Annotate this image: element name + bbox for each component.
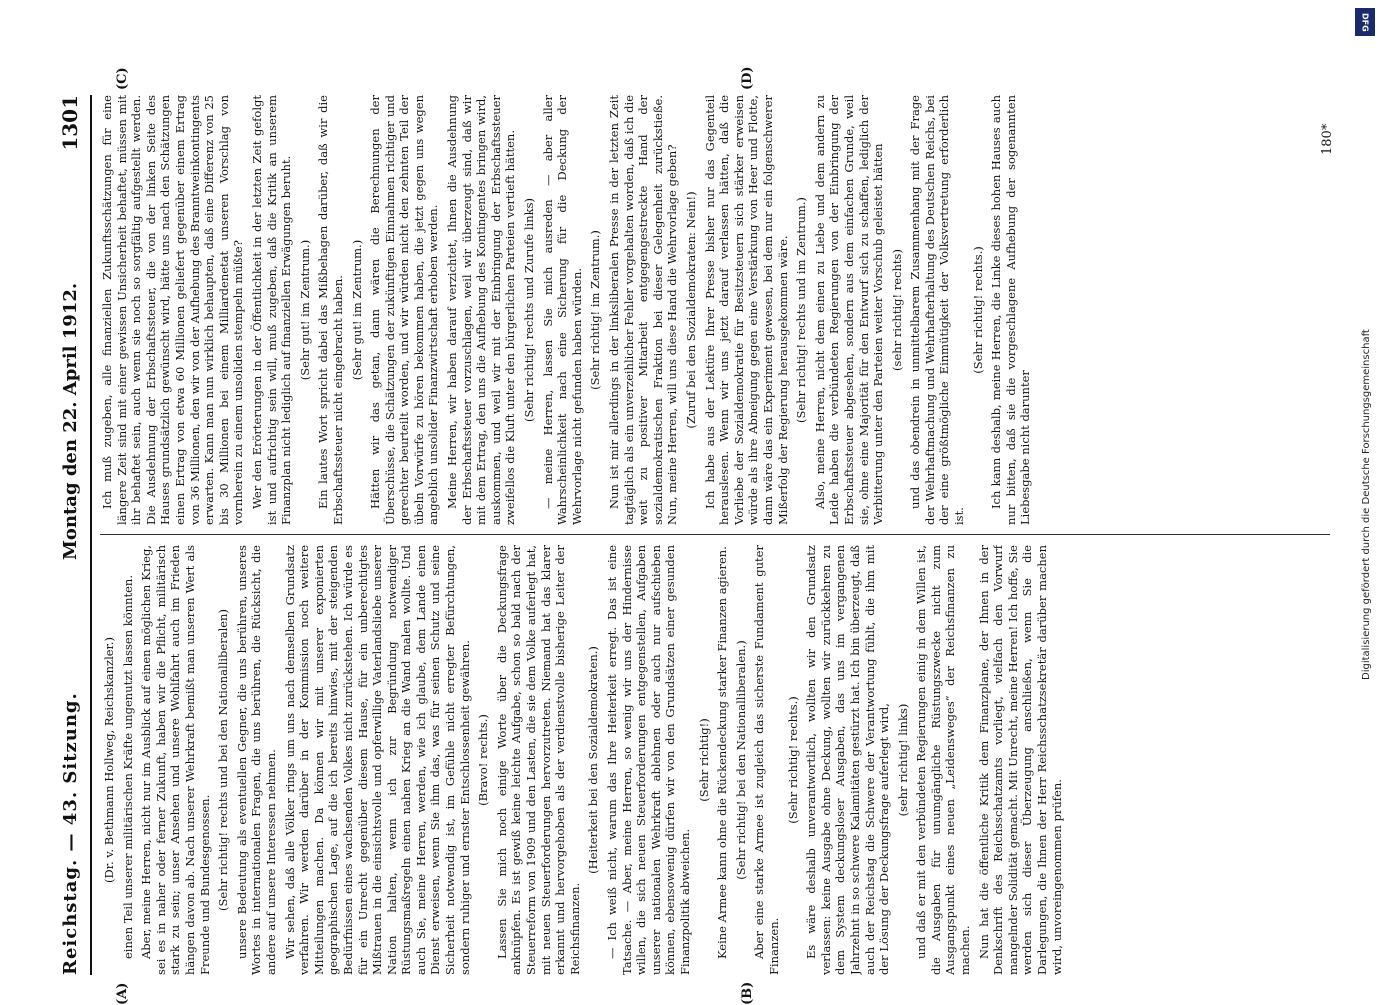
footer-number: 180* xyxy=(1320,123,1335,155)
paragraph: und daß er mit den verbündeten Regierungen einig in dem Willen ist, die Ausgaben für unumgängliche Rüstungszwecke nicht zum Ausgangspunkt eines neuen „Leidensweges“ der Reichsfinanzen zu machen. xyxy=(914,545,973,975)
paragraph: unsere Bedeutung als eventuellen Gegner, die uns berühren, unseres Wortes in internationalen Fragen, die uns berühren, die Rücksicht, die andere auf unsere Interessen nehmen. xyxy=(234,545,278,975)
paragraph: Meine Herren, wir haben darauf verzichtet, Ihnen die Ausdehnung der Erbschaftssteuer vorzuschlagen, weil wir überzeugt sind, daß wir mit dem Ertrag, den uns die Aufhebung des Kontingentes bringen wird, auskommen, und weil wir mit der Einbringung der Erbschaftssteuer zweifellos die Kluft unter den bürgerlichen Parteien vertieft hätten. xyxy=(445,95,518,525)
margin-letter-a: (A) xyxy=(115,982,130,1005)
interjection: (Sehr richtig!) xyxy=(696,718,711,802)
margin-letter-d: (D) xyxy=(740,66,755,90)
column-right xyxy=(100,95,1330,525)
rotated-page-content xyxy=(40,66,1340,1005)
interjection: (Sehr richtig! rechts.) xyxy=(785,696,800,824)
paragraph: Aber eine starke Armee ist zugleich das sicherste Fundament guter Finanzen. xyxy=(752,545,781,975)
paragraph: Ein lautes Wort spricht dabei das Mißbehagen darüber, daß wir die Erbschaftssteuer nicht eingebracht haben. xyxy=(316,95,345,525)
page-header xyxy=(50,95,92,975)
speaker-line: (Dr. v. Bethmann Hollweg, Reichskanzler.) xyxy=(102,637,116,883)
paragraph: Wir sehen, daß alle Völker rings um uns nach demselben Grundsatz verfahren. Wir werden darüber in der Kommission noch weitere Mitteilungen machen. Da können wir mit unserer exponierten geographischen Lage, auf die ich bereits hinwies, mit der steigenden Bedürfnissen eines wachsenden Volkes nicht zurückstehen. Ich würde es für ein Unrecht gegenüber diesem Hause, für ein unberechtigtes Mißtrauen in die einsichtsvolle und opferwillige Vaterlandsliebe unserer Nation halten, wenn ich zur Begründung notwendiger Rüstungsmaßregeln einen nahen Krieg an die Wand malen wollte. Und auch Sie, meine Herren, werden, wie ich glaube, dem Lande einen Dienst erweisen, wenn Sie ihm das, was für seinen Schutz und seine Sicherheit notwendig ist, im Gefühle nicht erregter Befürchtungen, sondern ruhiger und ernster Entschlossenheit gewähren. xyxy=(282,545,472,975)
paragraph: Also, meine Herren, nicht dem einen zu Liebe und dem andern zu Leide haben die verbündeten Regierungen von der Einbringung der Erbschaftssteuer abgesehen, sondern aus dem einfachen Grunde, weil sie, ohne eine Majorität für den Entwurf sich zu schaffen, lediglich der Verbitterung unter den Parteien weiter Vorschub geleistet hätten xyxy=(812,95,886,525)
interjection: (Sehr richtig! rechts und im Zentrum.) xyxy=(794,197,809,423)
paragraph: Nun hat die öffentliche Kritik dem Finanzplane, der Ihnen in der Denkschrift des Reichsschatzamts vorliegt, vielfach den Vorwurf mangelnder Solidität gemacht. Mit Unrecht, meine Herren! Ich hoffe, Sie werden sich dieser Überzeugung anschließen, wenn Sie die Darlegungen, die Ihnen der Herr Reichsschatzsekretär darüber machen wird, unvoreingenommen prüfen. xyxy=(976,545,1064,975)
interjection: (Sehr richtig! im Zentrum.) xyxy=(588,230,603,390)
interjection: (Sehr richtig! bei den Nationalliberalen.) xyxy=(733,640,748,880)
paragraph: Nun ist mir allerdings in der linksliberalen Presse in der letzten Zeit tagtäglich als ein unverzeihlicher Fehler vorgehalten worden, daß ich die weit zu positiver Mitarbeit entgegengestreckte Hand der sozialdemokratischen Fraktion bei dieser Gelegenheit zurückstieße. Nun, meine Herren, will uns diese Hand die Wehrvorlage geben? xyxy=(607,95,680,525)
paragraph: — meine Herren, lassen Sie mich ausreden — aber aller Wahrscheinlichkeit nach eine Sicherung für die Deckung der Wehrvorlage nicht gefunden haben würden. xyxy=(540,95,584,525)
paragraph: Hätten wir das getan, dann wären die Berechnungen der Überschüsse, die Schätzungen der zukünftigen Einnahmen richtiger und gerechter beurteilt worden, und wir würden nicht den zehnten Teil der übeln Vorwürfe zu hören bekommen haben, die jetzt gegen uns wegen angeblich unsolider Finanzwirtschaft erhoben werden. xyxy=(368,95,441,525)
interjection: (Sehr richtig! rechts und bei den Nationalliberalen) xyxy=(216,609,231,911)
header-left: Reichstag. — 43. Sitzung. xyxy=(59,692,81,975)
interjection: (sehr richtig! links) xyxy=(895,703,910,817)
interjection: (Sehr gut! im Zentrum.) xyxy=(297,239,312,381)
interjection: (sehr richtig! rechts) xyxy=(889,249,904,371)
paragraph: — Ich weiß nicht, warum das Ihre Heiterkeit erregt. Das ist eine Tatsache. — Aber, meine Herren, so wenig wir uns der Hindernisse willen, die sich neuen Steuerforderungen entgegenstellen, Aufgaben unserer nationalen Wehrkraft ablehnen oder auch nur aufschieben können, ebensowenig dürfen wir von den Grundsätzen einer gesunden Finanzpolitik abweichen. xyxy=(605,545,692,975)
paragraph: Aber, meine Herren, nicht nur im Ausblick auf einen möglichen Krieg, sei es in naher oder ferner Zukunft, haben wir die Pflicht, militärisch stark zu sein; unser Ansehen und unsere Wohlfahrt auch im Frieden hängen davon ab. Nach unserer Wehrkraft bemißt man unseren Wert als Freunde und Bundesgenossen. xyxy=(139,545,212,975)
text-columns xyxy=(100,95,1330,975)
paragraph: Lassen Sie mich noch einige Worte über die Deckungsfrage anknüpfen. Es ist gewiß keine leichte Aufgabe, schon so bald nach der Steuerreform von 1909 und den Lasten, die sie dem Volke auferlegt hat, mit neuen Steuerforderungen hervorzutreten. Niemand hat das klarer erkannt und hervorgehoben als der verdienstvolle bisherige Leiter der Reichsfinanzen. xyxy=(494,545,582,975)
paragraph: Ich habe aus der Lektüre Ihrer Presse bisher nur das Gegenteil herauslesen. Wenn wir uns jetzt darauf verlassen hätten, daß die Vorliebe der Sozialdemokratie für Besitzsteuern sich stärker erweisen würde als ihre Abneigung gegen eine Verstärkung von Heer und Flotte, dann wäre das ein Experiment gewesen, bei dem nur ein folgenschwerer Mißerfolg der Regierung herausgekommen wäre. xyxy=(702,95,790,525)
paragraph: einen Teil unserer militärischen Kräfte ungenutzt lassen könnten. xyxy=(120,575,135,959)
digitization-sidebar xyxy=(1355,0,1383,1000)
interjection: (Heiterkeit bei den Sozialdemokraten.) xyxy=(586,646,601,874)
dfg-logo: DFG xyxy=(1355,8,1375,36)
interjection: (Sehr gut! im Zentrum.) xyxy=(349,239,364,381)
column-left xyxy=(100,545,1330,975)
interjection: (Zuruf bei den Sozialdemokraten: Nein!) xyxy=(683,191,698,429)
paragraph: Keine Armee kann ohne die Rückendeckung starker Finanzen agieren. xyxy=(715,546,730,959)
paragraph: Wer den Erörterungen in der Öffentlichkeit in der letzten Zeit gefolgt ist und aufrichtig sein will, muß zugeben, daß die Kritik an unserem Finanzplan nicht lediglich auf finanziellen Erwägungen beruht. xyxy=(249,95,294,525)
dfg-credit-text: Digitalisierung gefördert durch die Deutsche Forschungsgemeinschaft xyxy=(1361,329,1372,680)
paragraph: und das obendrein in unmittelbarem Zusammenhang mit der Frage der Wehrhaftmachung und Wehrhafterhaltung des Deutschen Reichs, bei der eine größtmögliche Einmütigkeit der Volksvertretung erforderlich ist. xyxy=(908,95,967,525)
interjection: (Bravo! rechts.) xyxy=(476,714,491,806)
interjection: (Sehr richtig! rechts und Zurufe links) xyxy=(522,198,537,422)
paragraph: Ich muß zugeben, alle finanziellen Zukunftsschätzungen für eine längere Zeit sind mit einer gewissen Unsicherheit behaftet, müssen mit ihr behaftet sein, auch wenn sie noch so sorgfältig aufgestellt werden. Die Ausdehnung der Erbschaftssteuer, die von der linken Seite des Hauses grundsätzlich gewünscht wird, hätte uns nach den Schätzungen einen Ertrag von etwa 60 Millionen geliefert gegenüber einem Ertrag von 36 Millionen, den wir von der Aufhebung des Branntweinkontingents erwarten. Kann man nun wirklich behaupten, daß eine Differenz von 25 bis 30 Millionen bei einem Milliardenetat unseren Vorschlag von vornherein zu einem unsoliden stempeln müßte? xyxy=(100,95,246,525)
page-number: 1301 xyxy=(58,95,82,151)
paragraph: Ich kann deshalb, meine Herren, die Linke dieses hohen Hauses auch nur bitten, daß sie die vorgeschlagene Aufhebung der sogenannten Liebesgabe nicht darunter xyxy=(989,95,1033,525)
paragraph: Es wäre deshalb unverantwortlich, wollten wir den Grundsatz verlassen: keine Ausgabe ohne Deckung, wollten wir zurückkehren zu dem System deckungsloser Ausgaben, das uns im vergangenen Jahrzehnt in so schwere Kalamitäten gestürzt hat. Ich bin überzeugt, daß auch der Reichstag die Schwere der Verantwortung fühlt, die ihm mit der Lösung der Deckungsfrage auferlegt wird, xyxy=(804,545,892,975)
margin-letter-c: (C) xyxy=(115,67,130,90)
interjection: (Sehr richtig! rechts.) xyxy=(970,246,985,374)
header-date: Montag den 22. April 1912. xyxy=(59,282,81,561)
margin-letter-b: (B) xyxy=(740,981,755,1005)
